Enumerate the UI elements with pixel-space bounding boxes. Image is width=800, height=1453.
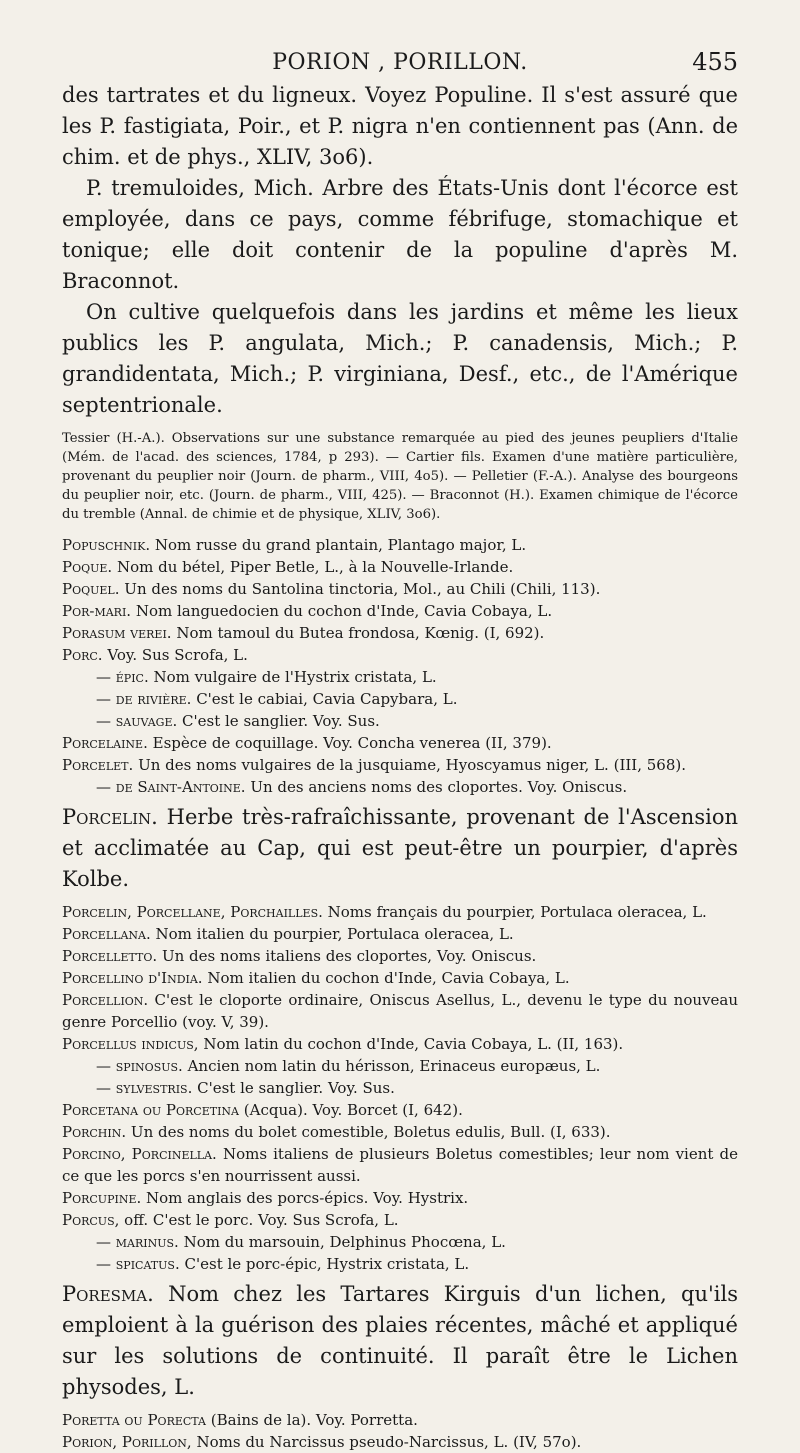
entry-text: Nom vulgaire de l'Hystrix cristata, L. [153, 668, 437, 686]
entry-headword: Porasum verei. [62, 624, 172, 642]
entry-headword: Por-mari. [62, 602, 132, 620]
entry-headword: — marinus. [96, 1233, 179, 1251]
entry-text: Herbe très-rafraîchissante, provenant de l'Ascension et acclimatée au Cap, qui est peut-être un pourpier, d'après Kolbe. [62, 805, 738, 891]
entry-headword: — épic. [96, 668, 149, 686]
entry [62, 754, 738, 776]
entry [62, 644, 738, 666]
entry [62, 945, 738, 967]
entry-headword: Porc. [62, 646, 103, 664]
entry-headword: Porion, Porillon, [62, 1433, 192, 1451]
entry [62, 600, 738, 622]
entry-headword: Porcelletto. [62, 947, 158, 965]
entry-text: Ancien nom latin du hérisson, Erinaceus europæus, L. [187, 1057, 601, 1075]
entry-text: Nom russe du grand plantain, Plantago major, L. [154, 536, 527, 554]
entry-text: Voy. Sus Scrofa, L. [107, 646, 248, 664]
entry-headword: Poque. [62, 558, 113, 576]
entries-group-b [62, 901, 738, 1275]
entry [62, 732, 738, 754]
entry-text: Noms italiens de plusieurs Boletus comestibles; leur nom vient de ce que les porcs s'en nourrissent aussi. [62, 1145, 738, 1185]
entry-text: (Acqua). Voy. Borcet (I, 642). [243, 1101, 463, 1119]
bibliography-note: Tessier (H.-A.). Observations sur une substance remarquée au pied des jeunes peupliers d'Italie (Mém. de l'acad. des sciences, 1784, p 293). — Cartier fils. Examen d'une matière particulière, provenant du peuplier noir (Journ. de pharm., VIII, 4o5). — Pelletier (F.-A.). Analyse des bourgeons du peuplier noir, etc. (Journ. de pharm., VIII, 425). — Braconnot (H.). Examen chimique de l'écorce du tremble (Annal. de chimie et de physique, XLIV, 3o6). [62, 431, 738, 522]
entry-headword: Porcino, Porcinella. [62, 1145, 217, 1163]
entry-text: Nom anglais des porcs-épics. Voy. Hystrix. [146, 1189, 469, 1207]
sub-entry [62, 776, 738, 798]
entry-headword: — spicatus. [96, 1255, 180, 1273]
entry-headword: Porcellus indicus, [62, 1035, 199, 1053]
sub-entry [62, 710, 738, 732]
entry-headword: Poquel. [62, 580, 120, 598]
entry-text: off. C'est le porc. Voy. Sus Scrofa, L. [124, 1211, 399, 1229]
entry-headword: Porchin. [62, 1123, 127, 1141]
entry-text: Un des noms italiens des cloportes, Voy. Oniscus. [161, 947, 537, 965]
entry-text: C'est le sanglier. Voy. Sus. [197, 1079, 395, 1097]
entry-text: C'est le cabiai, Cavia Capybara, L. [196, 690, 458, 708]
entry-text: C'est le porc-épic, Hystrix cristata, L. [184, 1255, 470, 1273]
entry-text: Noms français du pourpier, Portulaca oleracea, L. [327, 903, 707, 921]
entry-headword: Porcelin, Porcellane, Porchailles. [62, 903, 323, 921]
entry-headword: Porcellion. [62, 991, 149, 1009]
entry [62, 1409, 738, 1431]
sub-entry [62, 1077, 738, 1099]
entry-text: Nom italien du cochon d'Inde, Cavia Cobaya, L. [207, 969, 570, 987]
entry-text: Un des noms du bolet comestible, Boletus edulis, Bull. (I, 633). [130, 1123, 611, 1141]
entry-text: Nom tamoul du Butea frondosa, Kœnig. (I, 692). [176, 624, 545, 642]
entry-text: C'est le cloporte ordinaire, Oniscus Asellus, L., devenu le type du nouveau genre Porcellio (voy. V, 39). [62, 991, 738, 1031]
entry-headword: Porcus, [62, 1211, 120, 1229]
entry-headword: — de rivière. [96, 690, 192, 708]
entry-text: Nom chez les Tartares Kirguis d'un lichen, qu'ils emploient à la guérison des plaies récentes, mâché et appliqué sur les solutions de continuité. Il paraît être le Lichen physodes, L. [62, 1282, 738, 1399]
entry [62, 1431, 738, 1453]
page-number: 455 [692, 48, 738, 76]
entry-headword: — sauvage. [96, 712, 178, 730]
entry-headword: Porcelin. [62, 805, 158, 829]
intro-paragraph-1: des tartrates et du ligneux. Voyez Populine. Il s'est assuré que les P. fastigiata, Poir., et P. nigra n'en contiennent pas (Ann. de chim. et de phys., XLIV, 3o6). [62, 83, 738, 169]
entry-text: Noms du Narcissus pseudo-Narcissus, L. (IV, 57o). [196, 1433, 582, 1451]
intro-paragraph-2: P. tremuloides, Mich. Arbre des États-Unis dont l'écorce est employée, dans ce pays, comme fébrifuge, stomachique et tonique; elle doit contenir de la populine d'après M. Braconnot. [62, 176, 738, 293]
entry-text: Nom latin du cochon d'Inde, Cavia Cobaya, L. (II, 163). [203, 1035, 624, 1053]
entry-text: Nom languedocien du cochon d'Inde, Cavia Cobaya, L. [135, 602, 553, 620]
entry-headword: Poretta ou Porecta [62, 1411, 206, 1429]
entry-porcelin [62, 802, 738, 895]
sub-entry [62, 1231, 738, 1253]
entry [62, 1209, 738, 1231]
entry [62, 534, 738, 556]
sub-entry [62, 1253, 738, 1275]
entry-headword: Porcellana. [62, 925, 151, 943]
running-header [62, 0, 738, 80]
entries-group-c [62, 1409, 738, 1453]
entry [62, 1099, 738, 1121]
entries-group-a [62, 534, 738, 798]
entry-text: C'est le sanglier. Voy. Sus. [182, 712, 380, 730]
entry [62, 989, 738, 1033]
running-title: PORION , PORILLON. [272, 50, 528, 75]
entry-headword: Porcelaine. [62, 734, 148, 752]
entry-text: Espèce de coquillage. Voy. Concha venerea (II, 379). [152, 734, 552, 752]
sub-entry [62, 666, 738, 688]
sub-entry [62, 688, 738, 710]
entry [62, 967, 738, 989]
entry-text: Un des noms du Santolina tinctoria, Mol., au Chili (Chili, 113). [124, 580, 601, 598]
entry-headword: Popuschnik. [62, 536, 151, 554]
intro-paragraph-3: On cultive quelquefois dans les jardins et même les lieux publics les P. angulata, Mich.; P. canadensis, Mich.; P. grandidentata, Mich.; P. virginiana, Desf., etc., de l'Amérique septentrionale. [62, 300, 738, 417]
entry [62, 1033, 738, 1055]
entry-headword: — spinosus. [96, 1057, 183, 1075]
entry [62, 622, 738, 644]
entry-headword: Porcupine. [62, 1189, 142, 1207]
entry-headword: — de Saint-Antoine. [96, 778, 246, 796]
entry [62, 1121, 738, 1143]
entry-text: (Bains de la). Voy. Porretta. [210, 1411, 418, 1429]
entry-text: Nom du marsouin, Delphinus Phocœna, L. [183, 1233, 506, 1251]
entry-headword: Porcelet. [62, 756, 134, 774]
entry-headword: Poresma. [62, 1282, 154, 1306]
entry-text: Nom italien du pourpier, Portulaca oleracea, L. [155, 925, 514, 943]
entry [62, 901, 738, 923]
entry-text: Un des anciens noms des cloportes. Voy. Oniscus. [250, 778, 628, 796]
entry [62, 556, 738, 578]
entry [62, 1143, 738, 1187]
entry-headword: Porcetana ou Porcetina [62, 1101, 240, 1119]
entry [62, 578, 738, 600]
entry-headword: Porcellino d'India. [62, 969, 203, 987]
entry [62, 923, 738, 945]
entry-poresma [62, 1279, 738, 1403]
entry-text: Nom du bétel, Piper Betle, L., à la Nouvelle-Irlande. [116, 558, 514, 576]
entry [62, 1187, 738, 1209]
entry-text: Un des noms vulgaires de la jusquiame, Hyoscyamus niger, L. (III, 568). [138, 756, 687, 774]
sub-entry [62, 1055, 738, 1077]
entry-headword: — sylvestris. [96, 1079, 193, 1097]
